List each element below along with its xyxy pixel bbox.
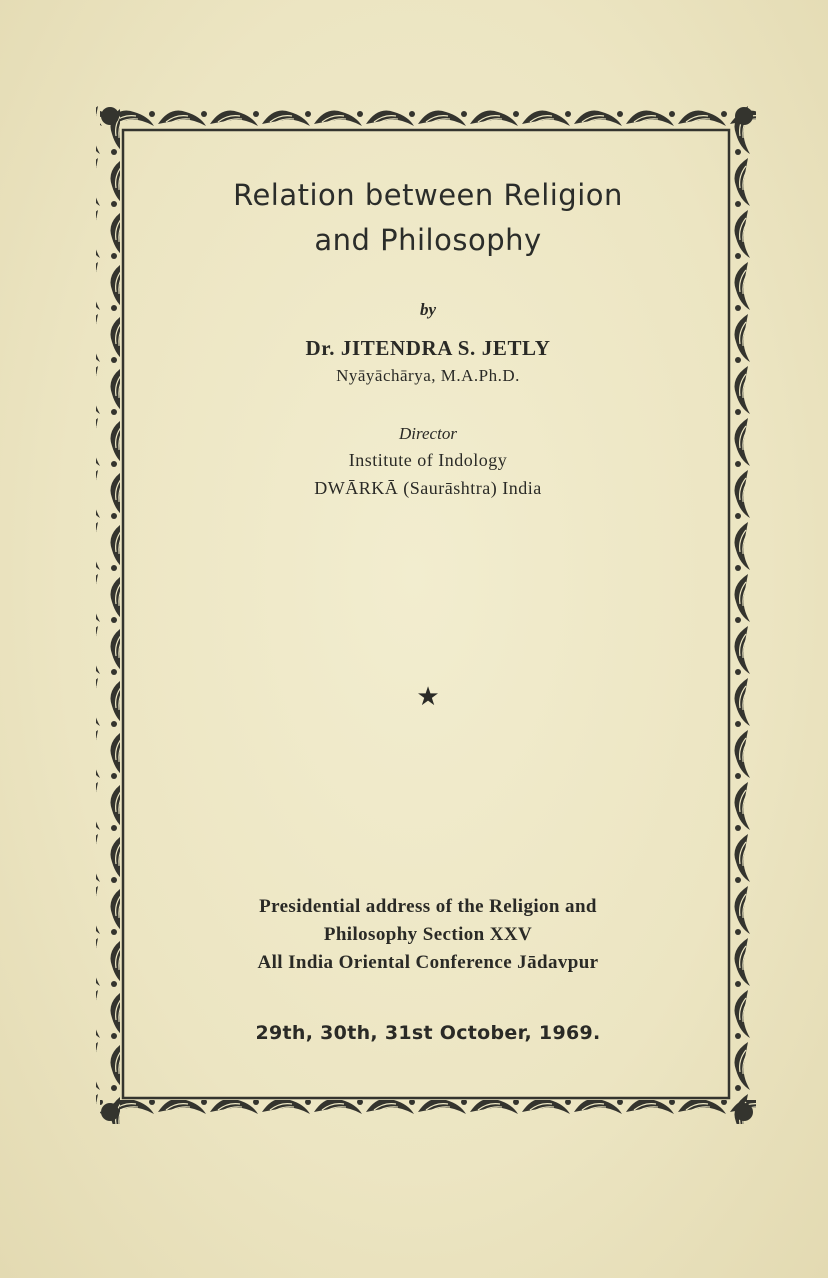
address-line-3: All India Oriental Conference Jādavpur	[257, 952, 599, 973]
by-label: by	[419, 300, 437, 319]
cover-content	[128, 130, 728, 1100]
institute-name: Institute of Indology	[348, 450, 508, 470]
address-line-1: Presidential address of the Religion and	[259, 896, 597, 917]
institute-location: DWĀRKĀ (Saurāshtra) India	[314, 478, 542, 498]
title-line-2: and Philosophy	[314, 223, 542, 257]
title-line-1: Relation between Religion	[233, 178, 623, 212]
author-role: Director	[399, 424, 457, 443]
address-line-2: Philosophy Section XXV	[323, 924, 533, 945]
star-icon: ★	[416, 682, 440, 712]
conference-dates: 29th, 30th, 31st October, 1969.	[255, 1022, 601, 1044]
author-name: Dr. JITENDRA S. JETLY	[305, 336, 551, 360]
author-qualifications: Nyāyāchārya, M.A.Ph.D.	[336, 366, 520, 385]
